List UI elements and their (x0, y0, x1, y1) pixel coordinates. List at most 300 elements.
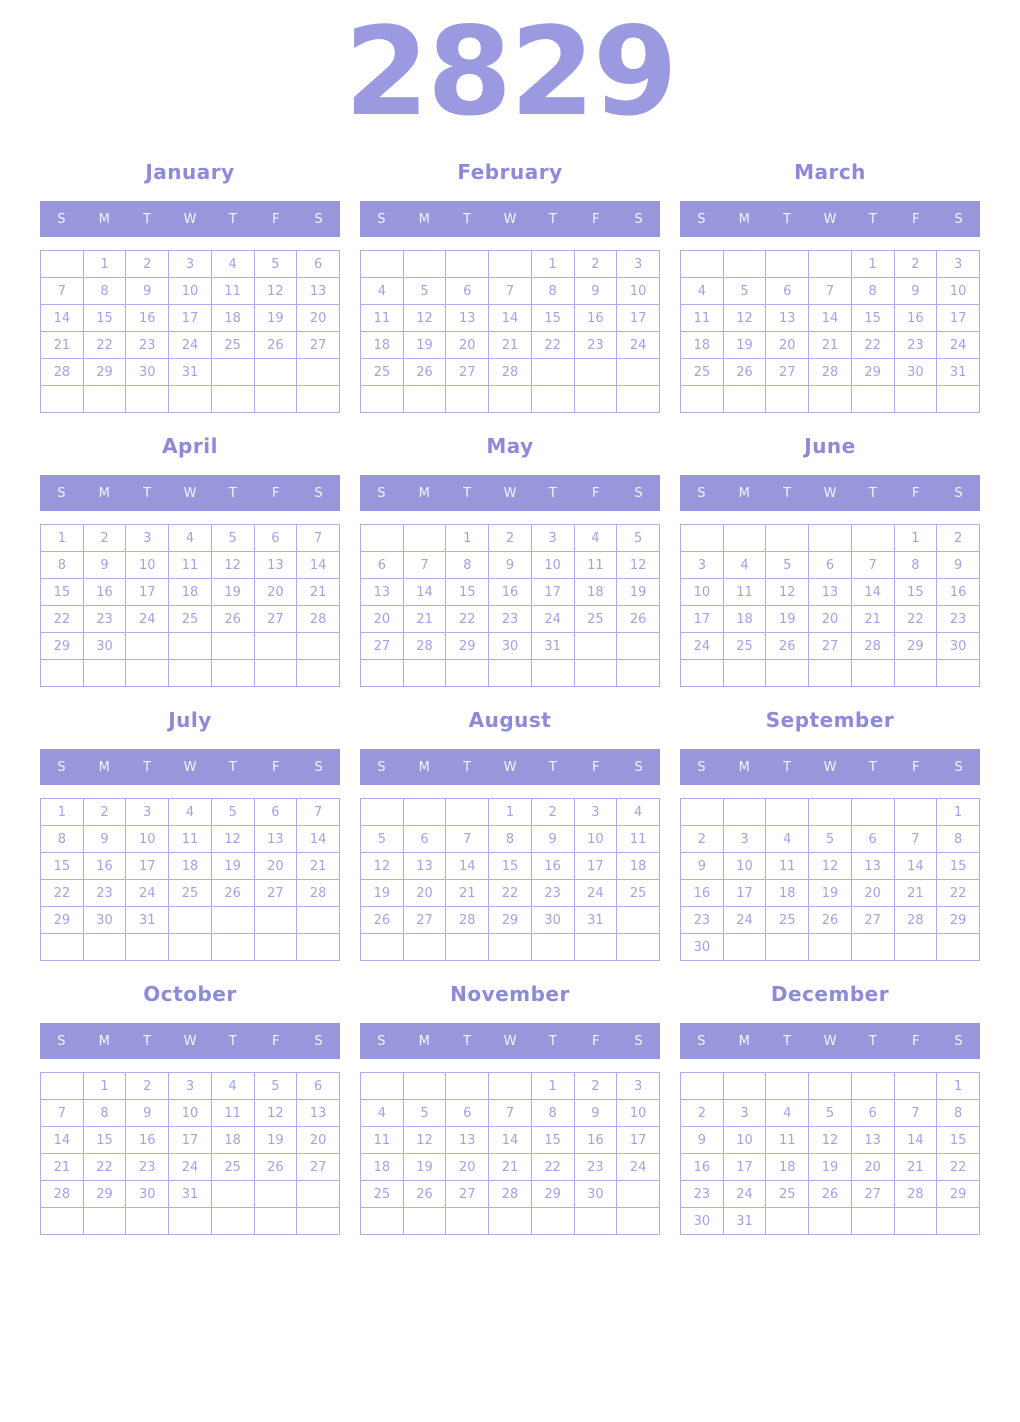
weekday-label: T (143, 759, 152, 775)
month-title: October (143, 982, 237, 1007)
weekday-label: S (377, 1033, 386, 1049)
weekday-label: T (463, 211, 472, 227)
day-cell: 29 (83, 359, 126, 386)
empty-day-cell (297, 359, 340, 386)
weekday-label: T (463, 485, 472, 501)
day-cell: 24 (574, 880, 617, 907)
empty-day-cell (531, 359, 574, 386)
day-cell: 7 (809, 278, 852, 305)
empty-day-cell (723, 934, 766, 961)
empty-day-cell (681, 251, 724, 278)
week-row (41, 880, 340, 907)
day-cell: 10 (574, 826, 617, 853)
week-row (41, 660, 340, 687)
day-cell: 23 (937, 606, 980, 633)
empty-day-cell (211, 359, 254, 386)
week-row (361, 633, 660, 660)
day-cell: 17 (574, 853, 617, 880)
day-cell: 2 (937, 525, 980, 552)
day-cell: 7 (41, 278, 84, 305)
weekday-label: W (503, 1033, 517, 1049)
day-cell: 11 (617, 826, 660, 853)
weekday-label: T (143, 211, 152, 227)
day-cell: 15 (83, 305, 126, 332)
day-cell: 20 (851, 880, 894, 907)
empty-day-cell (894, 799, 937, 826)
day-cell: 5 (211, 799, 254, 826)
week-row (41, 305, 340, 332)
day-cell: 21 (297, 579, 340, 606)
empty-day-cell (681, 525, 724, 552)
empty-day-cell (489, 386, 532, 413)
day-cell: 6 (766, 278, 809, 305)
weekday-label: T (783, 211, 792, 227)
day-cell: 10 (126, 552, 169, 579)
day-cell: 9 (83, 552, 126, 579)
day-cell: 23 (83, 606, 126, 633)
day-cell: 5 (809, 826, 852, 853)
day-cell: 19 (361, 880, 404, 907)
day-cell: 6 (851, 1100, 894, 1127)
weekday-label: S (954, 211, 963, 227)
weekday-label: T (548, 1033, 557, 1049)
empty-day-cell (766, 934, 809, 961)
empty-day-cell (254, 633, 297, 660)
day-cell: 9 (937, 552, 980, 579)
weekday-label: M (418, 1033, 430, 1049)
week-row (41, 278, 340, 305)
weekday-label: M (98, 211, 110, 227)
day-cell: 19 (254, 1127, 297, 1154)
day-cell: 24 (723, 907, 766, 934)
week-row (41, 799, 340, 826)
day-cell: 15 (937, 853, 980, 880)
day-cell: 28 (894, 1181, 937, 1208)
day-cell: 23 (574, 1154, 617, 1181)
day-cell: 8 (83, 278, 126, 305)
day-cell: 14 (894, 1127, 937, 1154)
day-cell: 27 (851, 907, 894, 934)
day-cell: 12 (254, 1100, 297, 1127)
day-cell: 31 (531, 633, 574, 660)
empty-day-cell (894, 934, 937, 961)
day-cell: 17 (937, 305, 980, 332)
day-cell: 17 (169, 305, 212, 332)
day-cell: 24 (169, 1154, 212, 1181)
empty-day-cell (617, 359, 660, 386)
empty-day-cell (169, 633, 212, 660)
day-cell: 15 (531, 1127, 574, 1154)
day-cell: 23 (574, 332, 617, 359)
day-cell: 11 (574, 552, 617, 579)
days-grid (360, 1072, 660, 1235)
weekday-label: M (98, 1033, 110, 1049)
empty-day-cell (766, 799, 809, 826)
week-row (681, 1100, 980, 1127)
week-row (681, 799, 980, 826)
day-cell: 30 (83, 907, 126, 934)
empty-day-cell (403, 1073, 446, 1100)
empty-day-cell (126, 386, 169, 413)
empty-day-cell (723, 799, 766, 826)
empty-day-cell (254, 1208, 297, 1235)
month-title: June (804, 434, 856, 459)
empty-day-cell (297, 907, 340, 934)
empty-day-cell (723, 525, 766, 552)
day-cell: 20 (403, 880, 446, 907)
week-row (361, 278, 660, 305)
weekday-label: F (271, 1033, 280, 1049)
day-cell: 21 (489, 1154, 532, 1181)
empty-day-cell (211, 633, 254, 660)
day-cell: 8 (41, 826, 84, 853)
empty-day-cell (617, 907, 660, 934)
empty-day-cell (851, 1208, 894, 1235)
day-cell: 21 (809, 332, 852, 359)
week-row (681, 1127, 980, 1154)
day-cell: 15 (446, 579, 489, 606)
day-cell: 29 (41, 907, 84, 934)
empty-day-cell (894, 1073, 937, 1100)
day-cell: 4 (361, 1100, 404, 1127)
weekday-label: F (911, 485, 920, 501)
day-cell: 13 (297, 1100, 340, 1127)
day-cell: 2 (574, 251, 617, 278)
empty-day-cell (489, 1073, 532, 1100)
empty-day-cell (297, 1181, 340, 1208)
day-cell: 24 (937, 332, 980, 359)
day-cell: 20 (766, 332, 809, 359)
week-row (41, 251, 340, 278)
day-cell: 31 (937, 359, 980, 386)
day-cell: 1 (531, 1073, 574, 1100)
week-row (41, 606, 340, 633)
day-cell: 21 (403, 606, 446, 633)
empty-day-cell (211, 1208, 254, 1235)
weekday-label: S (697, 759, 706, 775)
day-cell: 18 (169, 579, 212, 606)
day-cell: 9 (574, 1100, 617, 1127)
day-cell: 17 (617, 305, 660, 332)
day-cell: 16 (83, 853, 126, 880)
day-cell: 3 (937, 251, 980, 278)
weekday-label: F (591, 485, 600, 501)
day-cell: 21 (489, 332, 532, 359)
day-cell: 22 (894, 606, 937, 633)
day-cell: 7 (894, 826, 937, 853)
day-cell: 14 (809, 305, 852, 332)
day-cell: 28 (809, 359, 852, 386)
empty-day-cell (617, 660, 660, 687)
empty-day-cell (766, 525, 809, 552)
day-cell: 9 (489, 552, 532, 579)
week-row (41, 552, 340, 579)
week-row (681, 1154, 980, 1181)
week-row (361, 332, 660, 359)
week-row (361, 907, 660, 934)
weekday-header-row (360, 1023, 660, 1059)
empty-day-cell (446, 934, 489, 961)
week-row (361, 934, 660, 961)
empty-day-cell (297, 386, 340, 413)
day-cell: 11 (361, 1127, 404, 1154)
week-row (361, 386, 660, 413)
weekday-label: W (503, 211, 517, 227)
month-title: April (162, 434, 218, 459)
empty-day-cell (254, 934, 297, 961)
empty-day-cell (361, 386, 404, 413)
week-row (681, 525, 980, 552)
empty-day-cell (851, 1073, 894, 1100)
day-cell: 12 (617, 552, 660, 579)
weekday-header-row (680, 475, 980, 511)
day-cell: 19 (723, 332, 766, 359)
day-cell: 7 (41, 1100, 84, 1127)
day-cell: 19 (254, 305, 297, 332)
day-cell: 11 (681, 305, 724, 332)
day-cell: 2 (83, 525, 126, 552)
empty-day-cell (254, 660, 297, 687)
day-cell: 19 (211, 853, 254, 880)
day-cell: 23 (681, 907, 724, 934)
day-cell: 22 (41, 606, 84, 633)
weekday-label: S (57, 485, 66, 501)
year-title: 2829 (344, 1, 676, 143)
day-cell: 17 (531, 579, 574, 606)
empty-day-cell (723, 386, 766, 413)
day-cell: 2 (489, 525, 532, 552)
day-cell: 25 (211, 332, 254, 359)
day-cell: 27 (297, 1154, 340, 1181)
day-cell: 24 (169, 332, 212, 359)
day-cell: 15 (937, 1127, 980, 1154)
day-cell: 25 (574, 606, 617, 633)
day-cell: 16 (681, 880, 724, 907)
weekday-label: S (634, 211, 643, 227)
empty-day-cell (254, 907, 297, 934)
weekday-label: S (954, 1033, 963, 1049)
day-cell: 31 (169, 1181, 212, 1208)
week-row (681, 907, 980, 934)
empty-day-cell (41, 660, 84, 687)
week-row (681, 853, 980, 880)
weekday-label: W (183, 211, 197, 227)
day-cell: 3 (126, 525, 169, 552)
empty-day-cell (446, 1073, 489, 1100)
week-row (361, 552, 660, 579)
day-cell: 13 (851, 853, 894, 880)
days-grid (40, 250, 340, 413)
day-cell: 18 (361, 332, 404, 359)
empty-day-cell (574, 386, 617, 413)
empty-day-cell (723, 251, 766, 278)
empty-day-cell (937, 386, 980, 413)
empty-day-cell (41, 1208, 84, 1235)
week-row (681, 278, 980, 305)
days-grid (360, 524, 660, 687)
day-cell: 11 (169, 552, 212, 579)
month-title: August (468, 708, 552, 733)
empty-day-cell (41, 251, 84, 278)
week-row (361, 359, 660, 386)
day-cell: 14 (403, 579, 446, 606)
day-cell: 18 (723, 606, 766, 633)
day-cell: 30 (126, 359, 169, 386)
weekday-label: W (823, 1033, 837, 1049)
empty-day-cell (574, 633, 617, 660)
day-cell: 6 (254, 525, 297, 552)
month-title: February (457, 160, 563, 185)
day-cell: 4 (766, 1100, 809, 1127)
week-row (681, 633, 980, 660)
day-cell: 30 (681, 934, 724, 961)
day-cell: 2 (681, 1100, 724, 1127)
month-block (680, 160, 980, 413)
days-grid-body (41, 251, 340, 413)
day-cell: 6 (446, 278, 489, 305)
day-cell: 19 (809, 1154, 852, 1181)
empty-day-cell (894, 386, 937, 413)
day-cell: 18 (211, 305, 254, 332)
day-cell: 16 (681, 1154, 724, 1181)
day-cell: 4 (574, 525, 617, 552)
week-row (361, 880, 660, 907)
weekday-label: S (697, 211, 706, 227)
day-cell: 1 (851, 251, 894, 278)
day-cell: 21 (297, 853, 340, 880)
day-cell: 4 (766, 826, 809, 853)
day-cell: 1 (41, 525, 84, 552)
empty-day-cell (41, 386, 84, 413)
empty-day-cell (361, 799, 404, 826)
empty-day-cell (297, 1208, 340, 1235)
day-cell: 18 (766, 1154, 809, 1181)
day-cell: 18 (681, 332, 724, 359)
day-cell: 27 (254, 880, 297, 907)
day-cell: 22 (851, 332, 894, 359)
month-block (360, 982, 660, 1235)
week-row (361, 606, 660, 633)
day-cell: 21 (851, 606, 894, 633)
day-cell: 29 (894, 633, 937, 660)
day-cell: 14 (41, 305, 84, 332)
day-cell: 15 (851, 305, 894, 332)
day-cell: 25 (361, 1181, 404, 1208)
day-cell: 27 (403, 907, 446, 934)
week-row (41, 1100, 340, 1127)
day-cell: 11 (766, 1127, 809, 1154)
week-row (361, 799, 660, 826)
empty-day-cell (937, 1208, 980, 1235)
empty-day-cell (254, 359, 297, 386)
days-grid-body (681, 1073, 980, 1235)
day-cell: 8 (446, 552, 489, 579)
month-block (40, 434, 340, 687)
week-row (41, 826, 340, 853)
day-cell: 12 (403, 1127, 446, 1154)
day-cell: 13 (361, 579, 404, 606)
day-cell: 19 (403, 1154, 446, 1181)
days-grid (680, 1072, 980, 1235)
empty-day-cell (809, 386, 852, 413)
empty-day-cell (489, 934, 532, 961)
day-cell: 25 (169, 606, 212, 633)
day-cell: 20 (297, 305, 340, 332)
day-cell: 18 (361, 1154, 404, 1181)
weekday-label: T (143, 1033, 152, 1049)
day-cell: 12 (254, 278, 297, 305)
weekday-label: F (271, 759, 280, 775)
empty-day-cell (489, 1208, 532, 1235)
day-cell: 10 (169, 278, 212, 305)
day-cell: 10 (723, 853, 766, 880)
empty-day-cell (851, 660, 894, 687)
day-cell: 14 (297, 552, 340, 579)
day-cell: 23 (681, 1181, 724, 1208)
weekday-label: S (314, 485, 323, 501)
day-cell: 30 (937, 633, 980, 660)
day-cell: 27 (361, 633, 404, 660)
day-cell: 20 (254, 853, 297, 880)
week-row (361, 251, 660, 278)
day-cell: 14 (894, 853, 937, 880)
day-cell: 20 (809, 606, 852, 633)
day-cell: 1 (83, 1073, 126, 1100)
week-row (41, 1073, 340, 1100)
weekday-label: T (868, 211, 877, 227)
day-cell: 2 (83, 799, 126, 826)
empty-day-cell (169, 934, 212, 961)
empty-day-cell (617, 1181, 660, 1208)
empty-day-cell (297, 660, 340, 687)
day-cell: 6 (809, 552, 852, 579)
day-cell: 8 (83, 1100, 126, 1127)
weekday-label: T (783, 1033, 792, 1049)
week-row (681, 1208, 980, 1235)
empty-day-cell (446, 1208, 489, 1235)
weekday-label: S (314, 759, 323, 775)
day-cell: 11 (361, 305, 404, 332)
month-block (680, 434, 980, 687)
empty-day-cell (403, 934, 446, 961)
day-cell: 20 (361, 606, 404, 633)
day-cell: 28 (446, 907, 489, 934)
day-cell: 27 (446, 359, 489, 386)
day-cell: 31 (126, 907, 169, 934)
weekday-label: S (634, 1033, 643, 1049)
weekday-label: T (228, 485, 237, 501)
day-cell: 26 (809, 907, 852, 934)
day-cell: 2 (126, 1073, 169, 1100)
day-cell: 18 (617, 853, 660, 880)
empty-day-cell (574, 934, 617, 961)
week-row (361, 525, 660, 552)
day-cell: 16 (574, 1127, 617, 1154)
days-grid (40, 798, 340, 961)
weekday-label: T (868, 1033, 877, 1049)
week-row (41, 1181, 340, 1208)
empty-day-cell (681, 660, 724, 687)
empty-day-cell (361, 251, 404, 278)
week-row (681, 359, 980, 386)
weekday-label: T (868, 759, 877, 775)
weekday-header-row (40, 1023, 340, 1059)
day-cell: 3 (617, 1073, 660, 1100)
day-cell: 24 (126, 880, 169, 907)
months-grid (0, 160, 1020, 1235)
day-cell: 19 (617, 579, 660, 606)
week-row (41, 934, 340, 961)
